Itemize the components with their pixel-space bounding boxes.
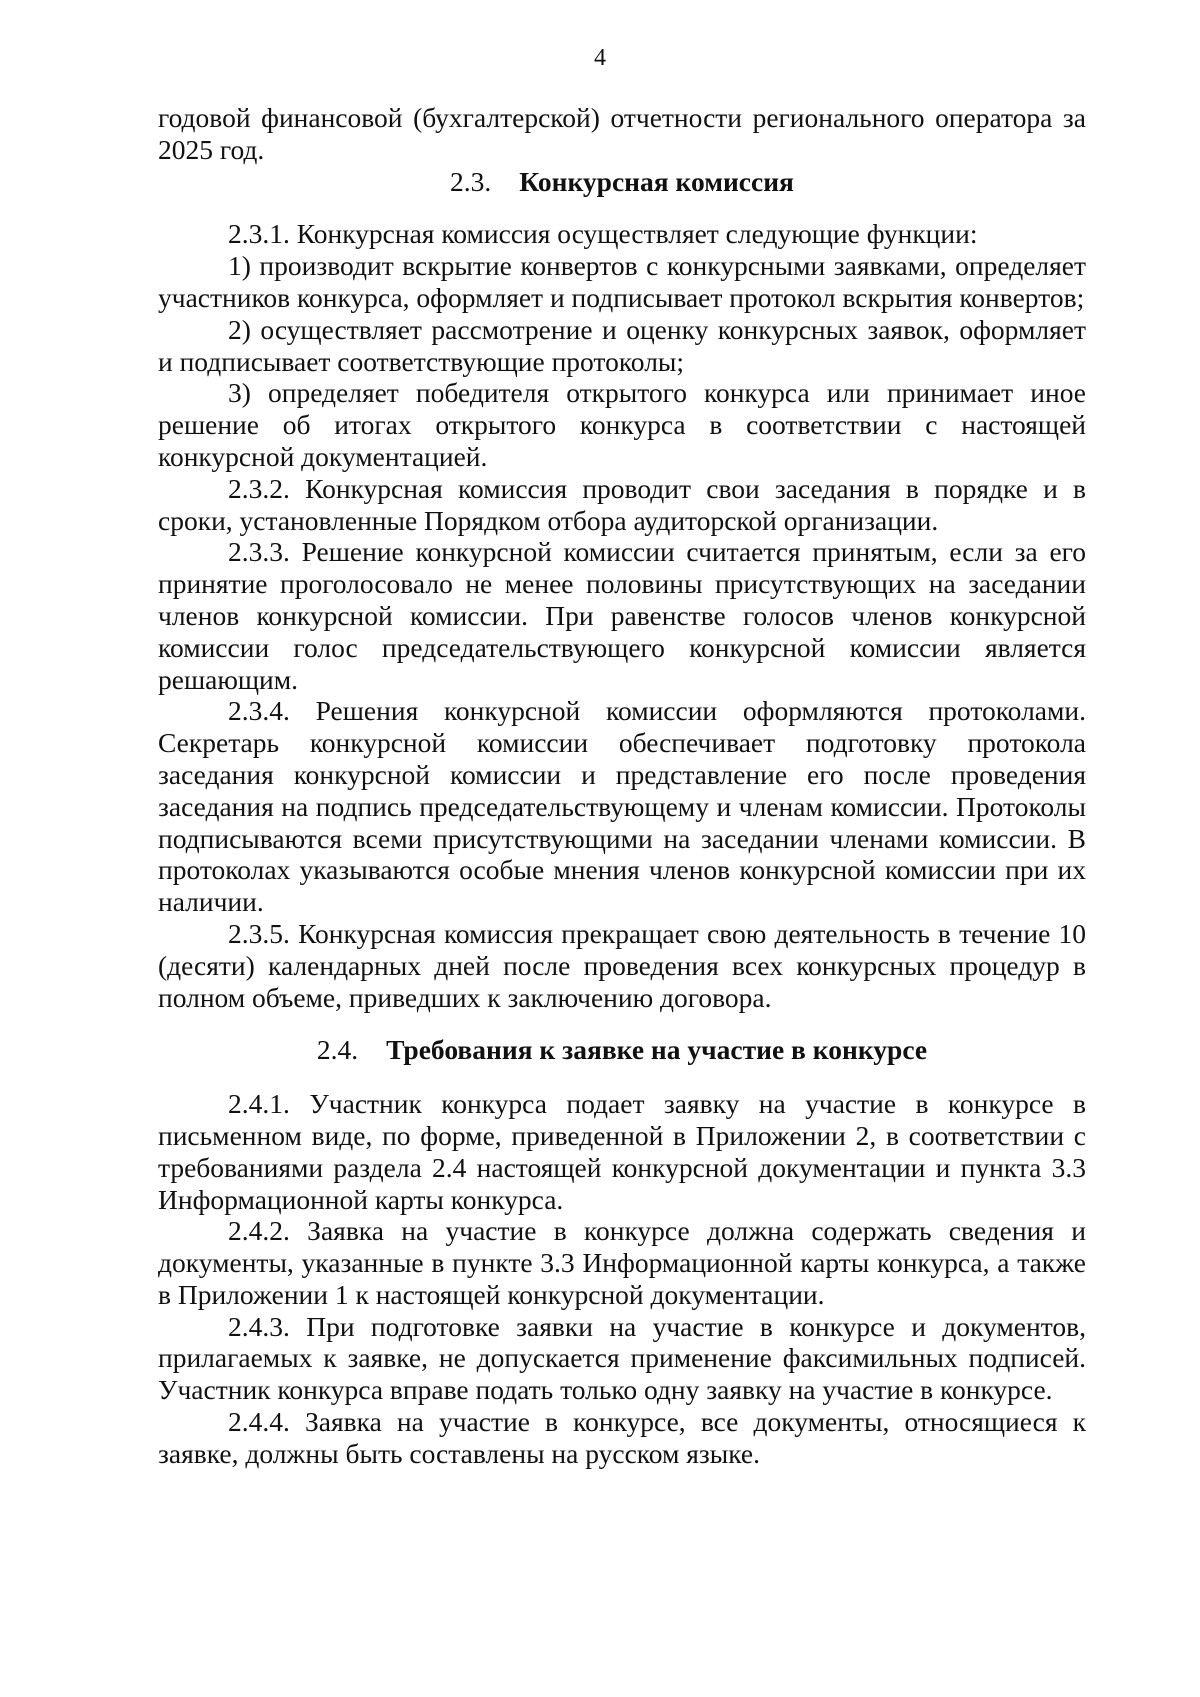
section-heading-2-3 [158,166,1086,198]
paragraph-2-3-5: 2.3.5. Конкурсная комиссия прекращает свою деятельность в течение 10 (десяти) календарных дней после проведения всех конкурсных процедур в полном объеме, приведших к заключению договора. [158,917,1086,1013]
section-heading-2-4 [158,1034,1086,1066]
list-item-1: 1) производит вскрытие конвертов с конкурсными заявками, определяет участников конкурса, оформляет и подписывает протокол вскрытия конвертов; [158,250,1086,313]
list-item-2: 2) осуществляет рассмотрение и оценку конкурсных заявок, оформляет и подписывает соответствующие протоколы; [158,313,1086,377]
section-title: Требования к заявке на участие в конкурсе [386,1034,928,1066]
section-title: Конкурсная комиссия [519,165,794,197]
paragraph-2-3-2: 2.3.2. Конкурсная комиссия проводит свои заседания в порядке и в сроки, установленные Порядком отбора аудиторской организации. [158,472,1086,536]
continuation-paragraph: годовой финансовой (бухгалтерской) отчетности регионального оператора за 2025 год. [158,102,1086,165]
paragraph-2-4-1: 2.4.1. Участник конкурса подает заявку на участие в конкурсе в письменном виде, по форме, приведенной в Приложении 2, в соответствии с требованиями раздела 2.4 настоящей конкурсной документации и пункта 3.3 Информационной карты конкурса. [158,1088,1086,1215]
paragraph-2-3-4: 2.3.4. Решения конкурсной комиссии оформляются протоколами. Секретарь конкурсной комиссии обеспечивает подготовку протокола заседания конкурсной комиссии и представление его после проведения заседания на подпись председательствующему и членам комиссии. Протоколы подписываются всеми присутствующими на заседании членами комиссии. В протоколах указываются особые мнения членов конкурсной комиссии при их наличии. [158,695,1086,918]
page-number: 4 [594,45,606,71]
paragraph-2-4-4: 2.4.4. Заявка на участие в конкурсе, все документы, относящиеся к заявке, должны быть составлены на русском языке. [158,1406,1086,1469]
list-item-3: 3) определяет победителя открытого конкурса или принимает иное решение об итогах открытого конкурса в соответствии с настоящей конкурсной документацией. [158,377,1086,472]
paragraph-2-4-3: 2.4.3. При подготовке заявки на участие в конкурсе и документов, прилагаемых к заявке, не допускается применение факсимильных подписей. Участник конкурса вправе подать только одну заявку на участие в конкурсе. [158,1310,1086,1406]
paragraph-2-3-1: 2.3.1. Конкурсная комиссия осуществляет следующие функции: [228,218,978,250]
section-number: 2.3. [450,165,492,197]
section-number: 2.4. [316,1034,359,1066]
page-content [158,102,1086,1470]
paragraph-2-4-2: 2.4.2. Заявка на участие в конкурсе должна содержать сведения и документы, указанные в пункте 3.3 Информационной карты конкурса, а также в Приложении 1 к настоящей конкурсной документации. [158,1215,1086,1310]
paragraph-2-3-3: 2.3.3. Решение конкурсной комиссии считается принятым, если за его принятие проголосовало не менее половины присутствующих на заседании членов конкурсной комиссии. При равенстве голосов членов конкурсной комиссии голос председательствующего конкурсной комиссии является решающим. [158,536,1086,695]
